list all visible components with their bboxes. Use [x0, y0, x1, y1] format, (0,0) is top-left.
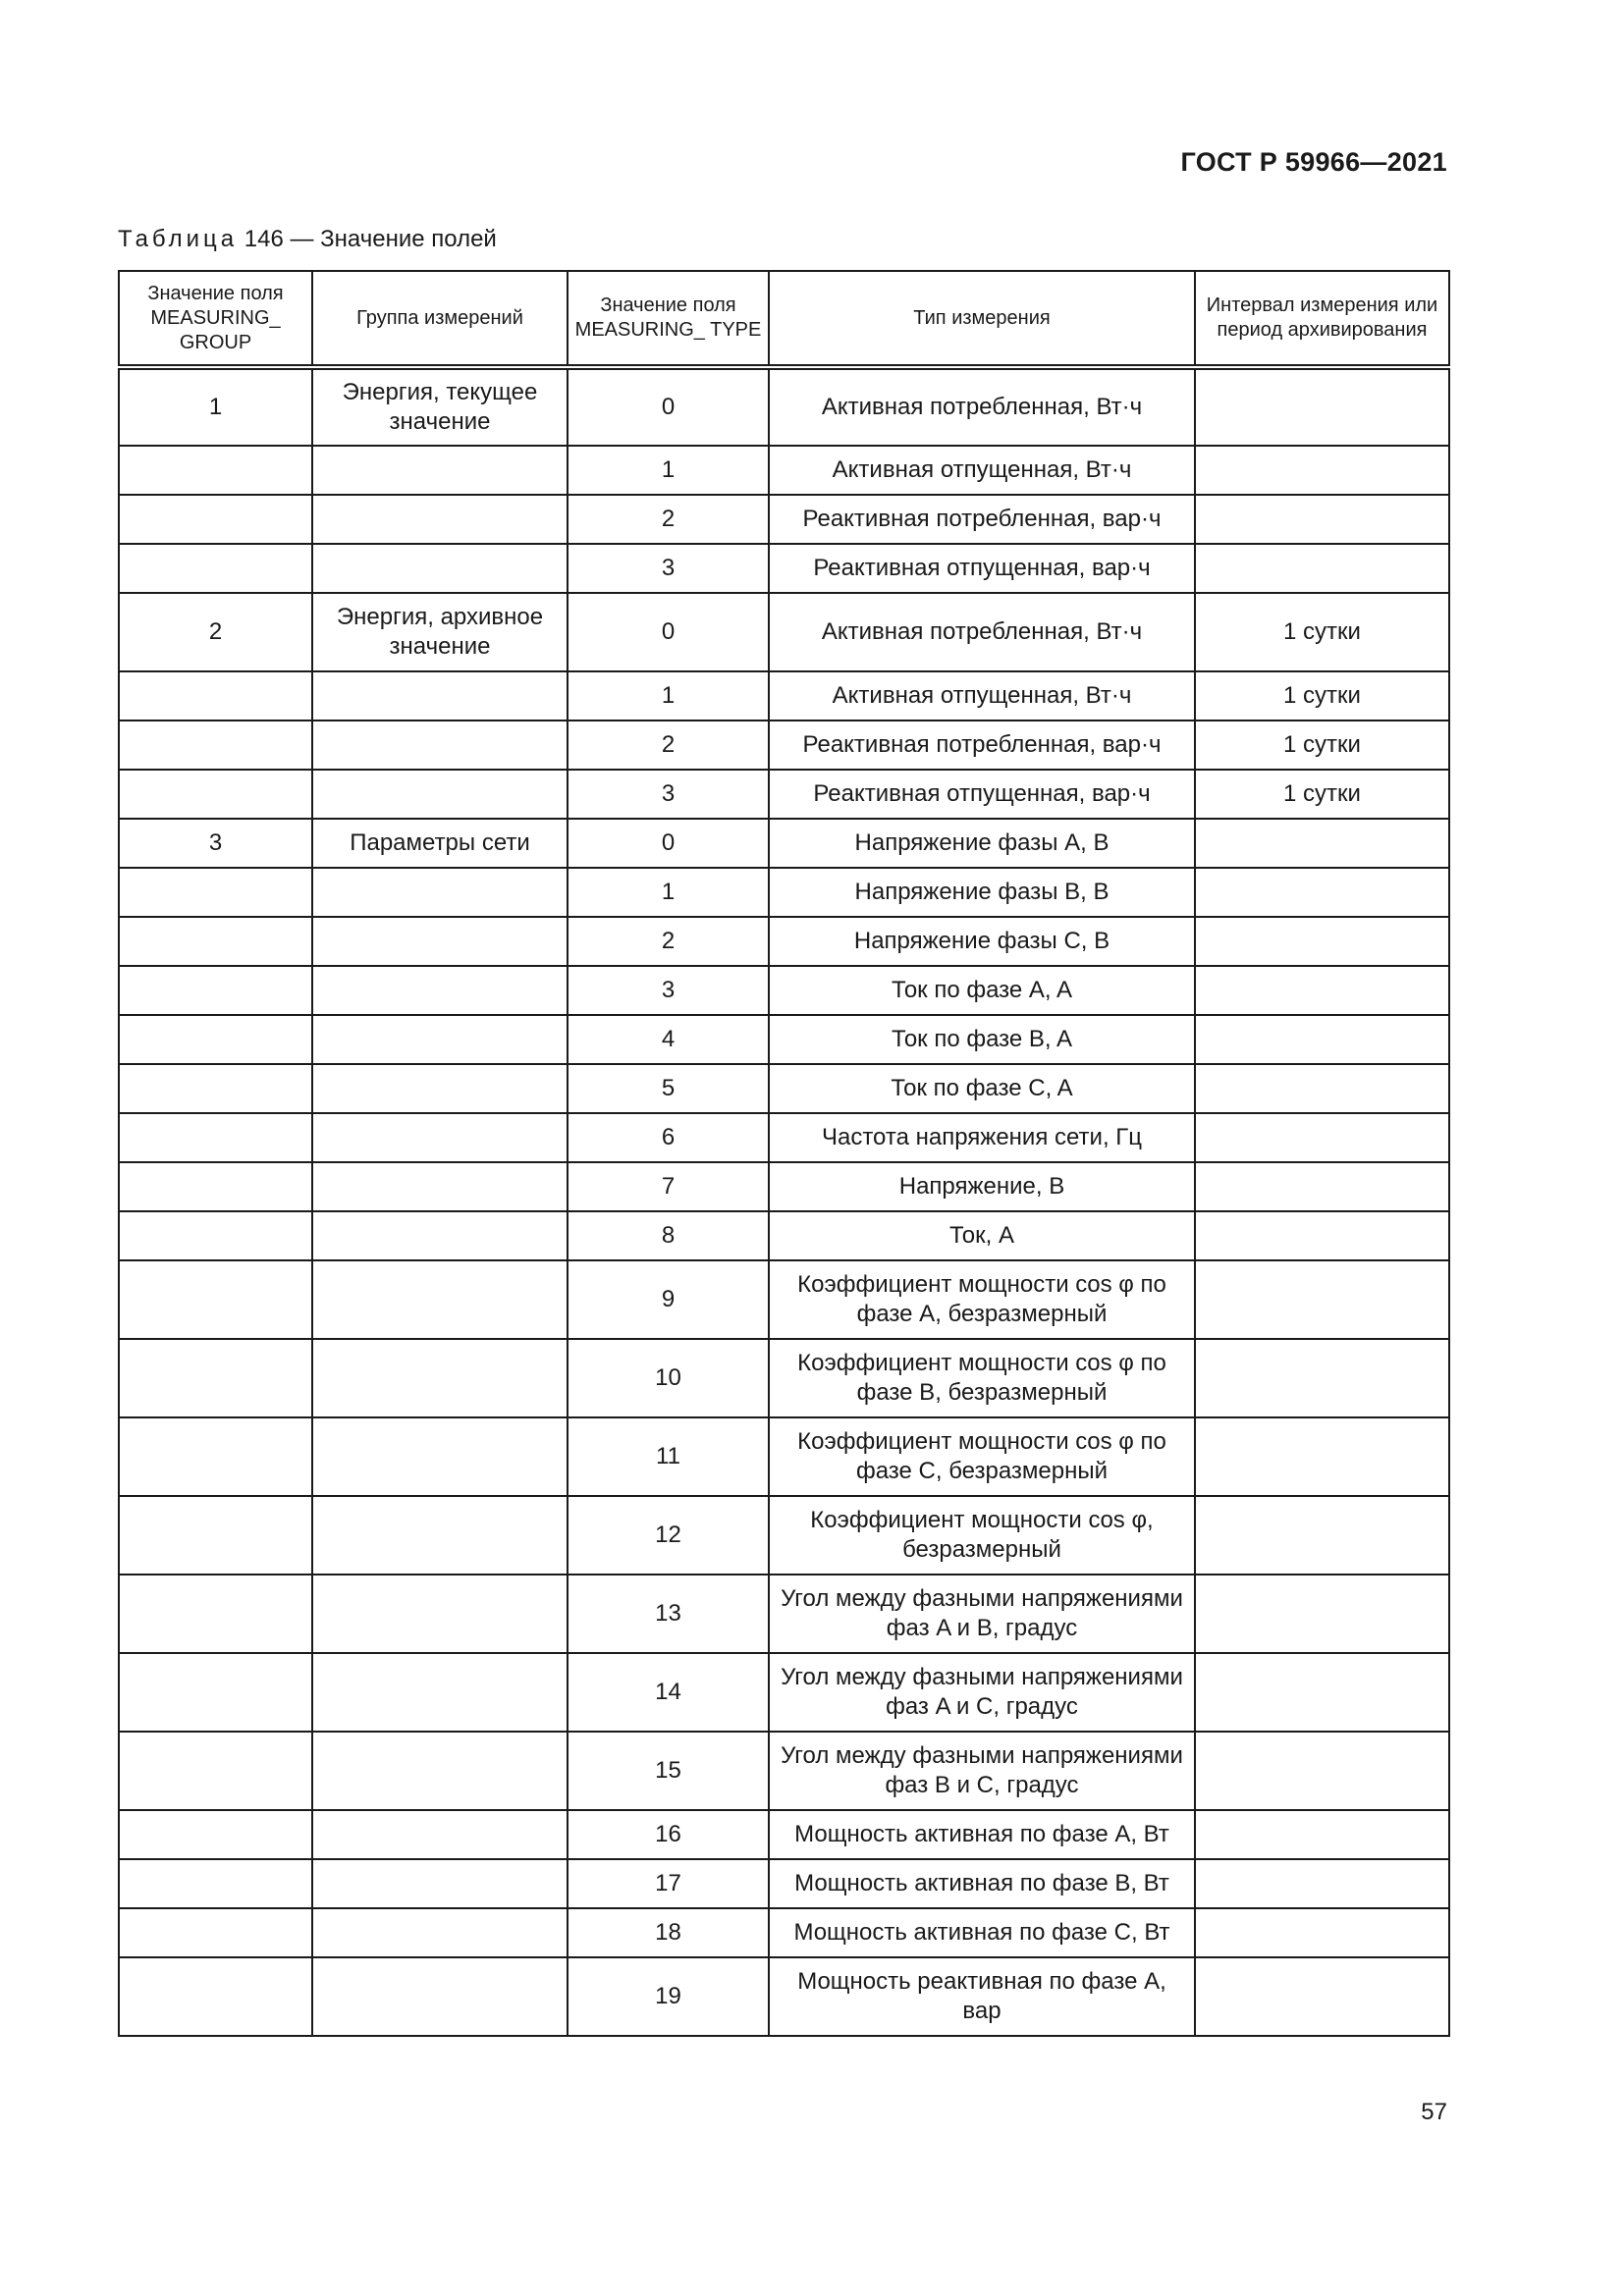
cell-group-value [119, 1113, 312, 1162]
cell-interval [1195, 1575, 1449, 1653]
table-caption-label: Таблица [118, 226, 239, 252]
cell-interval [1195, 1859, 1449, 1908]
cell-group-value [119, 1859, 312, 1908]
cell-interval [1195, 1957, 1449, 2036]
cell-group-value [119, 1496, 312, 1575]
cell-group-value [119, 1211, 312, 1260]
cell-type-value: 0 [568, 367, 769, 446]
table-row [119, 917, 1449, 966]
cell-type-value: 8 [568, 1211, 769, 1260]
table-row [119, 544, 1449, 593]
cell-group-name: Энергия, архивное значение [312, 593, 568, 671]
column-header-interval: Интервал измерения или период архивирования [1195, 271, 1449, 367]
table-row [119, 770, 1449, 819]
cell-type-value: 12 [568, 1496, 769, 1575]
cell-group-value [119, 721, 312, 770]
cell-group-name [312, 1064, 568, 1113]
cell-type-name: Коэффициент мощности cos φ, безразмерный [769, 1496, 1195, 1575]
cell-group-value: 1 [119, 367, 312, 446]
cell-interval [1195, 966, 1449, 1015]
cell-group-value: 3 [119, 819, 312, 868]
cell-group-value [119, 1575, 312, 1653]
column-header-type-name: Тип измерения [769, 271, 1195, 367]
cell-interval [1195, 495, 1449, 544]
cell-type-name: Реактивная потребленная, вар·ч [769, 721, 1195, 770]
cell-type-name: Угол между фазными напряжениями фаз A и C, градус [769, 1653, 1195, 1732]
cell-group-name [312, 1260, 568, 1339]
cell-type-name: Коэффициент мощности cos φ по фазе A, безразмерный [769, 1260, 1195, 1339]
cell-group-name [312, 1015, 568, 1064]
cell-type-name: Ток по фазе B, A [769, 1015, 1195, 1064]
cell-type-name: Ток по фазе C, A [769, 1064, 1195, 1113]
cell-group-value [119, 1015, 312, 1064]
cell-group-name: Параметры сети [312, 819, 568, 868]
cell-interval [1195, 1417, 1449, 1496]
page-number: 57 [1421, 2099, 1447, 2125]
cell-interval [1195, 1260, 1449, 1339]
cell-interval [1195, 1211, 1449, 1260]
cell-group-name [312, 721, 568, 770]
table-row [119, 367, 1449, 446]
table-header-row [119, 271, 1449, 367]
cell-group-name [312, 495, 568, 544]
document-id: ГОСТ Р 59966—2021 [1180, 147, 1447, 177]
cell-group-name [312, 1908, 568, 1957]
cell-type-value: 2 [568, 721, 769, 770]
cell-type-name: Коэффициент мощности cos φ по фазе C, безразмерный [769, 1417, 1195, 1496]
cell-type-value: 18 [568, 1908, 769, 1957]
column-header-group-name: Группа измерений [312, 271, 568, 367]
cell-type-value: 14 [568, 1653, 769, 1732]
cell-type-name: Активная потребленная, Вт·ч [769, 367, 1195, 446]
cell-group-value [119, 1260, 312, 1339]
cell-group-name [312, 544, 568, 593]
cell-type-name: Реактивная отпущенная, вар·ч [769, 770, 1195, 819]
cell-type-value: 7 [568, 1162, 769, 1211]
cell-interval [1195, 1064, 1449, 1113]
cell-group-value [119, 446, 312, 495]
cell-interval [1195, 544, 1449, 593]
table-row [119, 1015, 1449, 1064]
cell-interval [1195, 1162, 1449, 1211]
cell-group-value [119, 1339, 312, 1417]
measurement-table [118, 270, 1450, 2037]
column-header-type-value: Значение поля MEASURING_ TYPE [568, 271, 769, 367]
cell-interval [1195, 868, 1449, 917]
cell-type-name: Реактивная отпущенная, вар·ч [769, 544, 1195, 593]
cell-type-name: Активная отпущенная, Вт·ч [769, 446, 1195, 495]
cell-type-value: 16 [568, 1810, 769, 1859]
cell-interval [1195, 917, 1449, 966]
cell-group-value [119, 495, 312, 544]
table-row [119, 1859, 1449, 1908]
cell-type-value: 13 [568, 1575, 769, 1653]
cell-group-name [312, 1417, 568, 1496]
table-row [119, 819, 1449, 868]
cell-type-value: 6 [568, 1113, 769, 1162]
cell-type-name: Реактивная потребленная, вар·ч [769, 495, 1195, 544]
cell-group-value [119, 544, 312, 593]
cell-type-name: Напряжение фазы C, B [769, 917, 1195, 966]
cell-type-value: 1 [568, 446, 769, 495]
cell-type-value: 2 [568, 495, 769, 544]
cell-type-value: 17 [568, 1859, 769, 1908]
table-row [119, 1732, 1449, 1810]
cell-group-name [312, 1575, 568, 1653]
cell-interval [1195, 1732, 1449, 1810]
cell-type-name: Коэффициент мощности cos φ по фазе B, безразмерный [769, 1339, 1195, 1417]
cell-group-value [119, 917, 312, 966]
cell-interval [1195, 1810, 1449, 1859]
cell-group-name [312, 1859, 568, 1908]
table-row [119, 1211, 1449, 1260]
cell-type-value: 0 [568, 819, 769, 868]
table-row [119, 721, 1449, 770]
cell-type-name: Напряжение фазы A, B [769, 819, 1195, 868]
cell-type-value: 5 [568, 1064, 769, 1113]
cell-type-name: Частота напряжения сети, Гц [769, 1113, 1195, 1162]
cell-group-name [312, 1162, 568, 1211]
cell-group-name [312, 917, 568, 966]
cell-type-value: 3 [568, 966, 769, 1015]
cell-type-name: Напряжение фазы B, B [769, 868, 1195, 917]
cell-group-name [312, 1211, 568, 1260]
cell-type-value: 11 [568, 1417, 769, 1496]
column-header-group-value: Значение поля MEASURING_ GROUP [119, 271, 312, 367]
table-row [119, 671, 1449, 721]
cell-interval: 1 сутки [1195, 770, 1449, 819]
cell-group-value [119, 1653, 312, 1732]
table-row [119, 1810, 1449, 1859]
cell-type-name: Угол между фазными напряжениями фаз B и C, градус [769, 1732, 1195, 1810]
cell-type-name: Мощность реактивная по фазе A, вар [769, 1957, 1195, 2036]
cell-group-value [119, 1732, 312, 1810]
cell-type-value: 19 [568, 1957, 769, 2036]
cell-group-value [119, 1162, 312, 1211]
table-row [119, 1957, 1449, 2036]
cell-group-name [312, 1957, 568, 2036]
cell-type-name: Ток, А [769, 1211, 1195, 1260]
cell-interval: 1 сутки [1195, 721, 1449, 770]
table-row [119, 966, 1449, 1015]
table-row [119, 1339, 1449, 1417]
cell-type-name: Ток по фазе A, A [769, 966, 1195, 1015]
cell-interval [1195, 1653, 1449, 1732]
cell-group-value [119, 671, 312, 721]
cell-interval: 1 сутки [1195, 671, 1449, 721]
cell-type-value: 2 [568, 917, 769, 966]
table-row [119, 1260, 1449, 1339]
cell-group-name: Энергия, текущее значение [312, 367, 568, 446]
cell-interval [1195, 819, 1449, 868]
cell-group-name [312, 1653, 568, 1732]
table-caption [118, 226, 497, 253]
table-row [119, 495, 1449, 544]
table-row [119, 1496, 1449, 1575]
cell-interval [1195, 1908, 1449, 1957]
cell-type-name: Мощность активная по фазе B, Вт [769, 1859, 1195, 1908]
cell-type-value: 9 [568, 1260, 769, 1339]
cell-group-name [312, 1339, 568, 1417]
cell-group-name [312, 966, 568, 1015]
cell-interval [1195, 1496, 1449, 1575]
cell-group-value [119, 770, 312, 819]
cell-group-name [312, 1496, 568, 1575]
table-row [119, 1653, 1449, 1732]
cell-group-value: 2 [119, 593, 312, 671]
cell-type-name: Мощность активная по фазе C, Вт [769, 1908, 1195, 1957]
table-row [119, 1064, 1449, 1113]
cell-group-value [119, 1810, 312, 1859]
cell-group-name [312, 446, 568, 495]
cell-type-value: 3 [568, 770, 769, 819]
table-row [119, 1908, 1449, 1957]
cell-type-value: 15 [568, 1732, 769, 1810]
table-row [119, 593, 1449, 671]
cell-group-value [119, 1064, 312, 1113]
cell-type-name: Мощность активная по фазе A, Вт [769, 1810, 1195, 1859]
cell-group-name [312, 1113, 568, 1162]
table-row [119, 868, 1449, 917]
cell-interval [1195, 446, 1449, 495]
table-caption-text: 146 — Значение полей [244, 226, 497, 252]
cell-interval [1195, 1113, 1449, 1162]
cell-group-value [119, 1417, 312, 1496]
table-row [119, 1575, 1449, 1653]
table-row [119, 1162, 1449, 1211]
cell-interval [1195, 1015, 1449, 1064]
cell-type-name: Угол между фазными напряжениями фаз A и B, градус [769, 1575, 1195, 1653]
cell-group-name [312, 868, 568, 917]
cell-type-name: Напряжение, В [769, 1162, 1195, 1211]
table-row [119, 1113, 1449, 1162]
cell-type-value: 10 [568, 1339, 769, 1417]
cell-group-value [119, 868, 312, 917]
cell-type-value: 1 [568, 671, 769, 721]
cell-group-name [312, 1810, 568, 1859]
cell-type-value: 4 [568, 1015, 769, 1064]
cell-group-value [119, 1957, 312, 2036]
cell-group-value [119, 966, 312, 1015]
cell-interval [1195, 1339, 1449, 1417]
cell-group-name [312, 671, 568, 721]
table-row [119, 446, 1449, 495]
cell-group-name [312, 1732, 568, 1810]
cell-interval [1195, 367, 1449, 446]
cell-type-value: 0 [568, 593, 769, 671]
cell-type-value: 3 [568, 544, 769, 593]
cell-type-value: 1 [568, 868, 769, 917]
cell-type-name: Активная потребленная, Вт·ч [769, 593, 1195, 671]
cell-group-value [119, 1908, 312, 1957]
cell-type-name: Активная отпущенная, Вт·ч [769, 671, 1195, 721]
table-row [119, 1417, 1449, 1496]
cell-group-name [312, 770, 568, 819]
cell-interval: 1 сутки [1195, 593, 1449, 671]
